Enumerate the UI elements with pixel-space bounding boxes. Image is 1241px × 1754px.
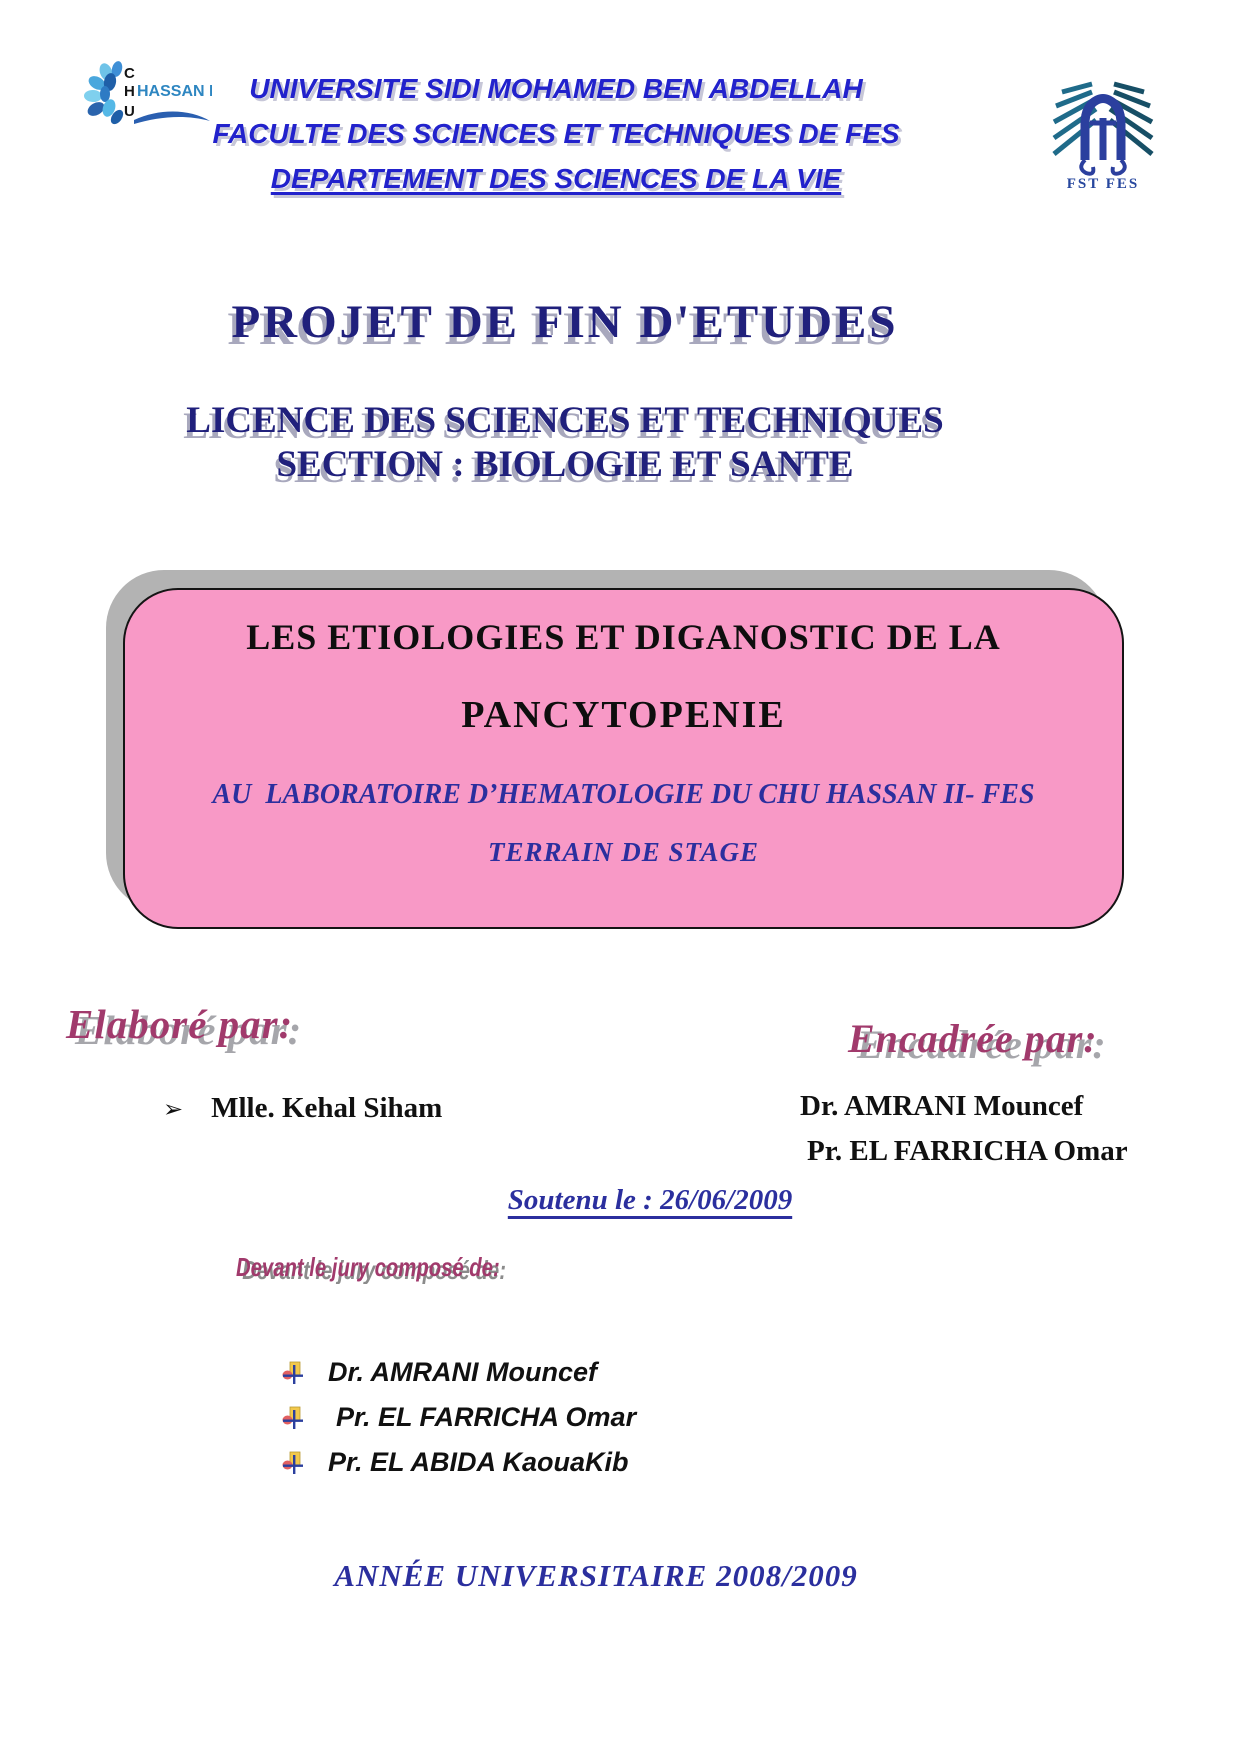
subtitle-section: SECTION : BIOLOGIE ET SANTE xyxy=(276,444,854,485)
jury-heading: Devant le jury composé de: xyxy=(236,1252,500,1282)
jury-member-name: Dr. AMRANI Mouncef xyxy=(328,1357,597,1387)
cross-bullet-icon xyxy=(282,1361,304,1385)
elaborated-by-label: Elaboré par: xyxy=(66,1001,294,1047)
chu-letter-h: H xyxy=(124,83,135,100)
defense-date: Soutenu le : 26/06/2009 xyxy=(507,1184,793,1216)
department-name: DEPARTEMENT DES SCIENCES DE LA VIE xyxy=(270,163,842,194)
academic-year: ANNÉE UNIVERSITAIRE 2008/2009 xyxy=(334,1558,858,1593)
supervisor-2: Pr. EL FARRICHA Omar xyxy=(807,1135,1128,1167)
jury-list xyxy=(282,1350,636,1485)
chu-label-hassan-ii: HASSAN II xyxy=(137,83,212,100)
arrow-bullet-icon: ➢ xyxy=(163,1095,184,1123)
chu-letter-u: U xyxy=(124,103,135,120)
student-name: Mlle. Kehal Siham xyxy=(211,1092,443,1124)
subject-location: AU LABORATOIRE D’HEMATOLOGIE DU CHU HASSAN II- FES xyxy=(212,779,1035,810)
chu-letter-c: C xyxy=(124,65,135,82)
jury-row xyxy=(282,1395,636,1440)
supervised-by-label: Encadrée par: xyxy=(848,1016,1098,1061)
supervisor-1: Dr. AMRANI Mouncef xyxy=(800,1090,1084,1122)
fst-logo-icon xyxy=(1046,62,1160,194)
chu-logo-petals xyxy=(84,60,126,126)
fst-logo-arch xyxy=(1081,99,1125,174)
jury-member-name: Pr. EL FARRICHA Omar xyxy=(336,1402,637,1432)
fst-logo-label: FST FES xyxy=(1066,176,1140,192)
university-name: UNIVERSITE SIDI MOHAMED BEN ABDELLAH xyxy=(249,73,863,104)
subject-box xyxy=(123,588,1124,929)
subtitle-licence: LICENCE DES SCIENCES ET TECHNIQUES xyxy=(186,400,944,441)
subject-title-line1: LES ETIOLOGIES ET DIGANOSTIC DE LA xyxy=(246,617,1001,657)
fst-fes-logo xyxy=(1046,62,1160,194)
cross-bullet-icon xyxy=(282,1406,304,1430)
jury-row xyxy=(282,1350,636,1395)
jury-row xyxy=(282,1440,636,1485)
main-title: PROJET DE FIN D'ETUDES xyxy=(231,296,899,348)
student-row xyxy=(163,1092,442,1125)
cross-bullet-icon xyxy=(282,1451,304,1475)
subject-title-line2: PANCYTOPENIE xyxy=(461,694,786,736)
jury-member-name: Pr. EL ABIDA KaouaKib xyxy=(328,1447,629,1477)
institution-header xyxy=(150,66,962,201)
subject-stage: TERRAIN DE STAGE xyxy=(487,837,760,867)
faculty-name: FACULTE DES SCIENCES ET TECHNIQUES DE FES xyxy=(212,118,900,149)
